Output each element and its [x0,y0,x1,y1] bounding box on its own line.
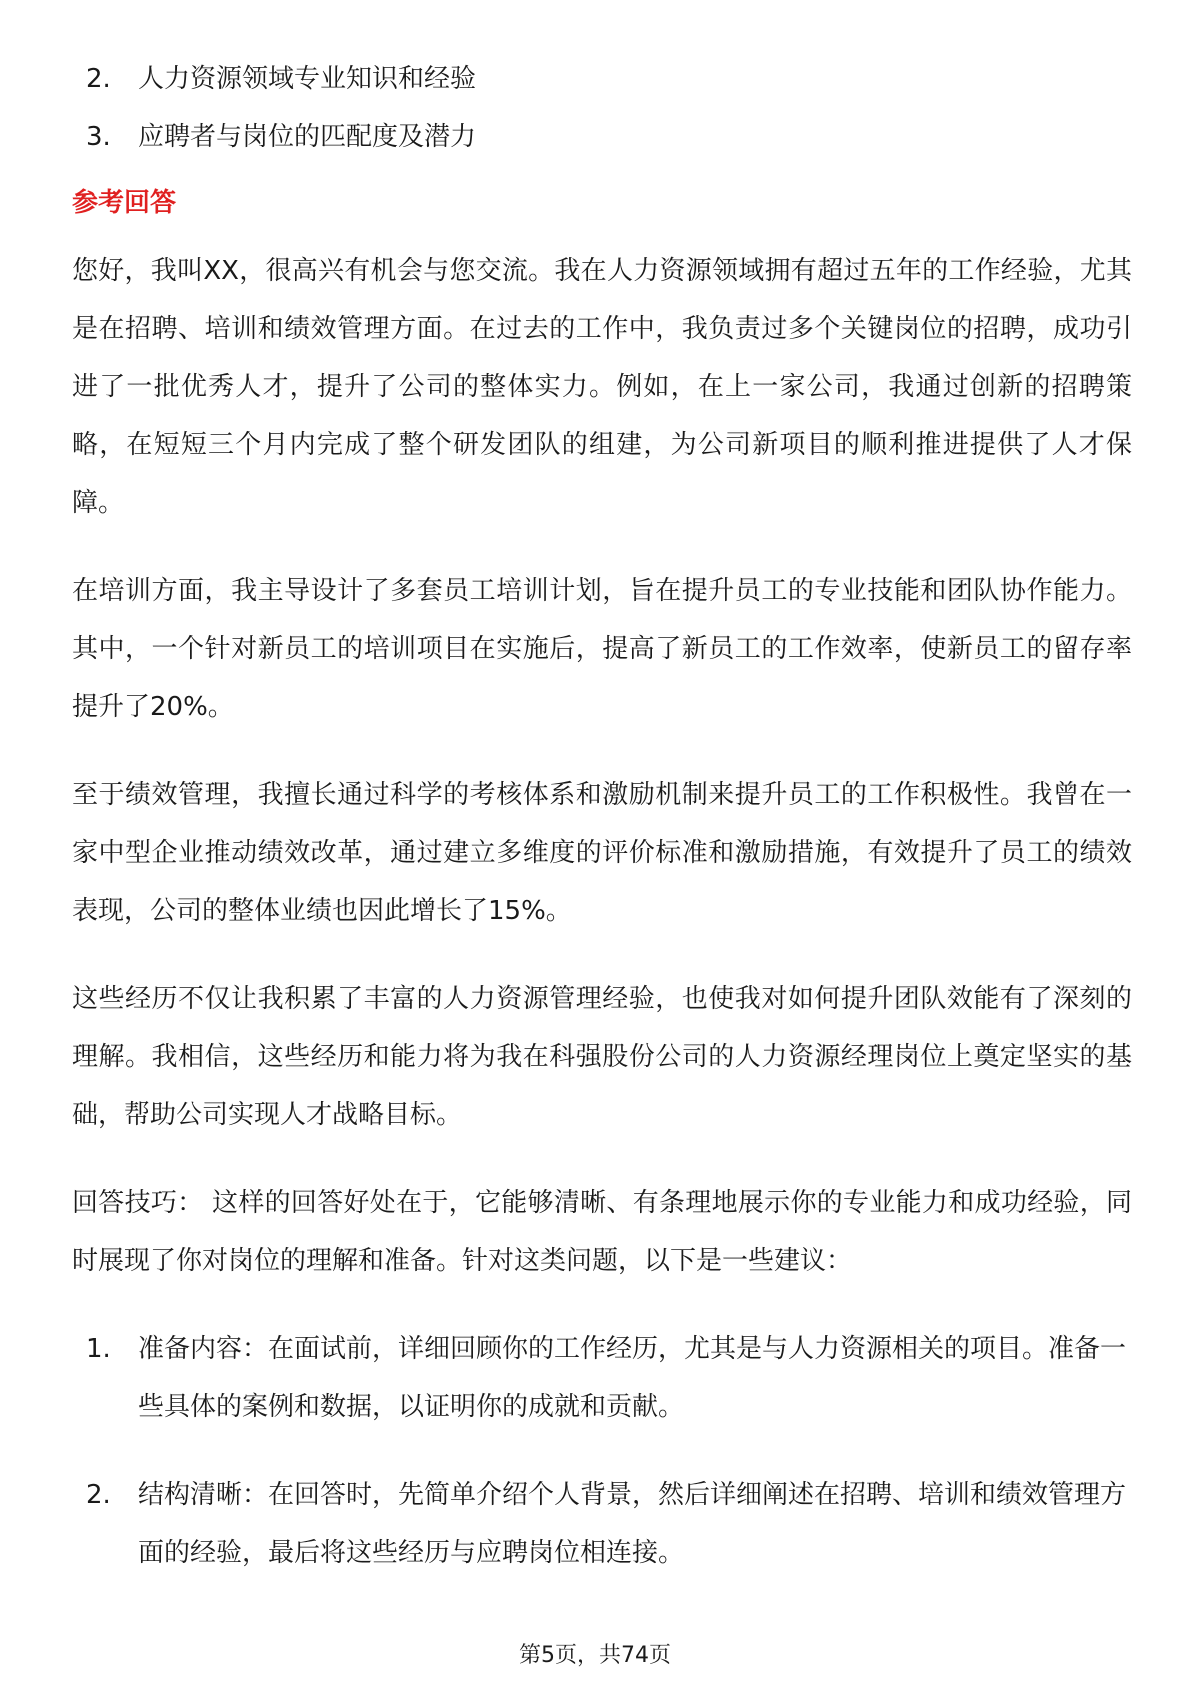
tips-list [72,1320,1132,1582]
list-item [72,1320,1132,1436]
list-text: 应聘者与岗位的匹配度及潜力 [138,122,477,152]
list-number: 1. [86,1334,111,1364]
list-text: 人力资源领域专业知识和经验 [138,64,477,94]
page-footer: 第5页，共74页 [519,1643,671,1668]
list-number: 2. [86,1480,111,1510]
answer-paragraph-1: 您好，我叫XX，很高兴有机会与您交流。我在人力资源领域拥有超过五年的工作经验，尤其是在招聘、培训和绩效管理方面。在过去的工作中，我负责过多个关键岗位的招聘，成功引进了一批优秀人才，提升了公司的整体实力。例如，在上一家公司，我通过创新的招聘策略，在短短三个月内完成了整个研发团队的组建，为公司新项目的顺利推进提供了人才保障。 [72,256,1132,518]
list-item [72,108,1132,166]
answer-paragraph-2: 在培训方面，我主导设计了多套员工培训计划，旨在提升员工的专业技能和团队协作能力。其中，一个针对新员工的培训项目在实施后，提高了新员工的工作效率，使新员工的留存率提升了20%。 [72,576,1132,722]
answer-paragraph-4: 这些经历不仅让我积累了丰富的人力资源管理经验，也使我对如何提升团队效能有了深刻的理解。我相信，这些经历和能力将为我在科强股份公司的人力资源经理岗位上奠定坚实的基础，帮助公司实现人才战略目标。 [72,984,1132,1130]
list-item [72,1466,1132,1582]
page-content [72,50,1132,1612]
list-item [72,50,1132,108]
list-text: 准备内容：在面试前，详细回顾你的工作经历，尤其是与人力资源相关的项目。准备一些具体的案例和数据，以证明你的成就和贡献。 [138,1334,1127,1422]
list-number: 3. [86,122,111,152]
section-title: 参考回答 [72,188,177,218]
list-number: 2. [86,64,111,94]
tips-intro-paragraph: 回答技巧： 这样的回答好处在于，它能够清晰、有条理地展示你的专业能力和成功经验，同时展现了你对岗位的理解和准备。针对这类问题，以下是一些建议： [72,1188,1132,1276]
list-text: 结构清晰：在回答时，先简单介绍个人背景，然后详细阐述在招聘、培训和绩效管理方面的经验，最后将这些经历与应聘岗位相连接。 [138,1480,1127,1568]
criteria-list [72,50,1132,166]
answer-paragraph-3: 至于绩效管理，我擅长通过科学的考核体系和激励机制来提升员工的工作积极性。我曾在一家中型企业推动绩效改革，通过建立多维度的评价标准和激励措施，有效提升了员工的绩效表现，公司的整体业绩也因此增长了15%。 [72,780,1132,926]
